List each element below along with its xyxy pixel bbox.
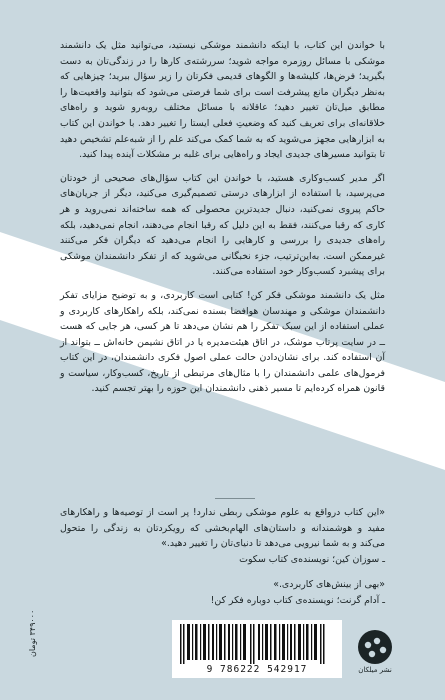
separator-line — [215, 498, 255, 499]
endorsement-text: «بهی از بینش‌های کاربردی.» — [273, 579, 385, 591]
publisher-name: نشر میلکان — [358, 666, 392, 674]
paragraph-1: با خواندن این کتاب، با اینکه دانشمند موشکی نیستید، می‌توانید مثل یک دانشمند موشکی با مسائل روزمره مواجه شوید؛ سررشته‌ی کارها را در زندگی‌تان به دست بگیرید؛ فرض‌ها، کلیشه‌ها و الگوهای قدیمی فکرتان را زیر سؤال ببرید؛ چیزهایی که به‌نظر دیگران مانع پیشرفت است برای شما فرصتی می‌شود که بتوانید واقعیت‌ها را مطابق میل‌تان تغییر دهید؛ عاقلانه با مسائل مختلف روبه‌رو شوید و راه‌های خلاقانه‌ای برای تعریف کنید که وضعیتِ فعلی ایستا را تغییر دهد. با خواندن این کتاب به ابزارهایی مجهز می‌شوید که به شما کمک می‌کند علم را از شبه‌علم تشخیص دهید تا بتوانید مسیرهای جدیدی ایجاد و راه‌هایی برای غلبه بر مشکلات آینده پیدا کنید. — [60, 40, 385, 161]
description-text — [60, 38, 385, 405]
isbn-barcode — [172, 620, 342, 678]
endorsements — [60, 505, 385, 619]
publisher-logo — [350, 628, 400, 680]
barcode-bars — [178, 624, 336, 664]
barcode-digits: 9 786222 542917 — [206, 664, 308, 675]
endorsement-author: ـ سوزان کین؛ نویسنده‌ی کتاب سکوت — [239, 553, 385, 565]
endorsement-author: ـ آدام گرنت؛ نویسنده‌ی کتاب دوباره فکر کن! — [210, 594, 385, 606]
price-label: ۳۴۹۰۰۰ تومان — [28, 610, 37, 658]
endorsement-text: «این کتاب درواقع به علوم موشکی ربطی ندارد! پر است از توصیه‌ها و راهکارهای مفید و هوشمندانه و داستان‌های الهام‌بخشی که رویکردتان به زندگی را متحول می‌کند و به شما نیرویی می‌دهد تا دنیای‌تان را تغییر دهید.» — [60, 507, 385, 550]
milkan-logo-icon — [350, 628, 400, 666]
paragraph-3: مثل یک دانشمند موشکی فکر کن! کتابی است کاربردی، و به توضیح مزایای تفکر دانشمندان موشکی و مهندسان هوافضا بسنده نمی‌کند، بلکه راهکارهای کاربردی و عملی استفاده از این سبک تفکر را هم نشان می‌دهد تا هر کسی، هر جایی که هست ــ در سایت پرتاب موشک، در اتاق هیئت‌مدیره یا در اتاق نشیمن خانه‌اش ــ بتواند از آن استفاده کند. برای نشان‌دادن حالت عملی اصول فکری دانشمندان، در این کتاب فرمول‌های علمی دانشمندان را با مثال‌های مرتبطی از تاریخ، کسب‌وکار، سیاست و قانون همراه کرده‌ایم تا مسیر ذهنی دانشمندان این حوزه را بهتر تجسم کنید. — [60, 289, 385, 395]
endorsement-2 — [60, 577, 385, 608]
barcode-area — [22, 620, 402, 680]
endorsement-1 — [60, 505, 385, 567]
paragraph-2: اگر مدیر کسب‌وکاری هستید، با خواندن این کتاب سؤال‌های صحیحی از خودتان می‌پرسید، با استفاده از ابزارهای درستی تصمیم‌گیری می‌کنید، دیگر از جریان‌های حاکم پیروی نمی‌کنید، دنبال جدیدترین محصولی که همه ساخته‌اند نمی‌روید و هر کاری که رقبا می‌کنند، فقط به این دلیل که رقبا انجام می‌دهند، انجام نمی‌دهید، بلکه راه‌های جدیدی را بررسی و کارهایی را انجام می‌دهید که دیگران فکر می‌کنند غیرممکن است. به‌این‌ترتیب، جزء نخبگانی می‌شوید که از تفکر دانشمندان موشکی برای پیشبرد کسب‌وکار خود استفاده می‌کنند. — [60, 172, 385, 278]
